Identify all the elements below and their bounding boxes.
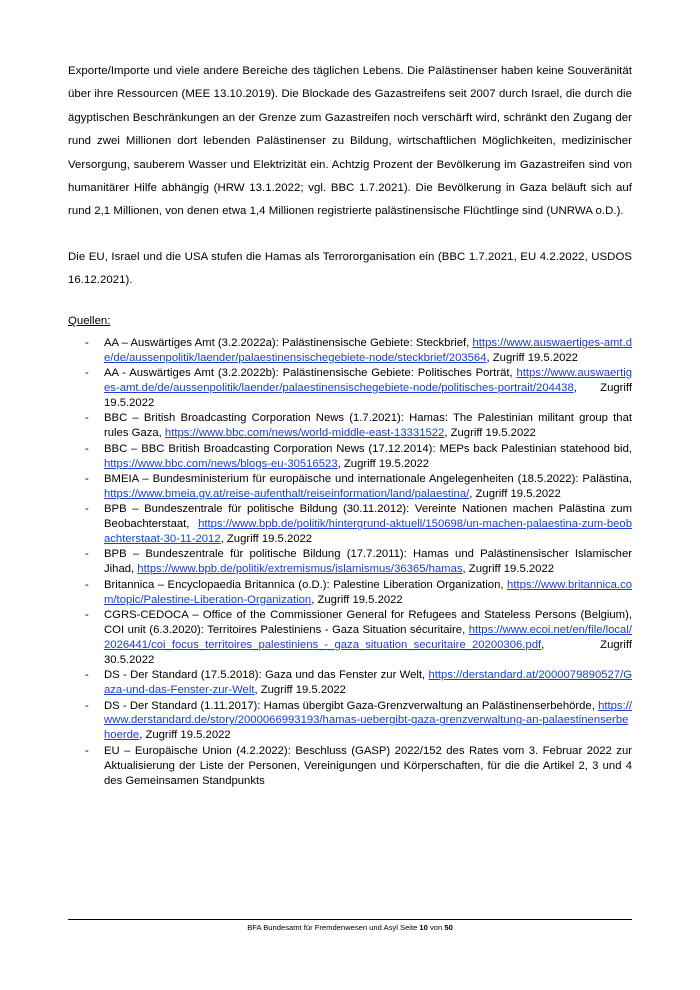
source-text: , Zugriff 19.5.2022 <box>486 351 578 364</box>
source-text: AA – Auswärtiges Amt (3.2.2022a): Palästinensische Gebiete: Steckbrief, <box>104 336 473 349</box>
list-bullet-dash: - <box>85 669 89 682</box>
source-text: , Zugriff 19.5.2022 <box>337 457 430 470</box>
sources-list <box>68 336 632 789</box>
source-text: EU – Europäische Union (4.2.2022): Beschluss (GASP) 2022/152 des Rates vom 3. Februar 2022 zur Aktualisierung der Liste der Personen, Vereinigungen und Körperschaften, für die die Artikel 2, 3 und 4 des Gemeinsamen Standpunkts <box>104 744 632 787</box>
paragraph-1: Exporte/Importe und viele andere Bereiche des täglichen Lebens. Die Palästinenser haben keine Souveränität über ihre Ressourcen (MEE 13.10.2019). Die Blockade des Gazastreifens seit 2007 durch Israel, die durch die ägyptischen Beschränkungen an der Grenze zum Gazastreifen noch verschärft wird, schränkt den Zugang der rund zwei Millionen dort lebenden Palästinenser zu Bildung, wirtschaftlichen Möglichkeiten, medizinischer Versorgung, sauberem Wasser und Elektrizität ein. Achtzig Prozent der Bevölkerung im Gazastreifen sind von humanitärer Hilfe abhängig (HRW 13.1.2022; vgl. BBC 1.7.2021). Die Bevölkerung in Gaza beläuft sich auf rund 2,1 Millionen, von denen etwa 1,4 Millionen registrierte palästinensische Flüchtlinge sind (UNRWA o.D.). <box>68 65 632 218</box>
source-text: BMEIA – Bundesministerium für europäische und internationale Angelegenheiten (18.5.2022): Palästina, <box>104 472 632 485</box>
source-link[interactable]: https://www.bbc.com/news/world-middle-east-13331522 <box>164 427 445 440</box>
source-link[interactable]: https://www.bmeia.gv.at/reise-aufenthalt/reiseinformation/land/palaestina/ <box>104 487 470 500</box>
source-text: BPB – Bundeszentrale für politische Bildung (30.11.2012): Vereinte Nationen machen Palästina zum Beobachterstaat, <box>104 503 632 531</box>
source-text: , Zugriff 30.5.2022 <box>104 638 632 666</box>
paragraph-2: Die EU, Israel und die USA stufen die Hamas als Terrororganisation ein (BBC 1.7.2021, EU 4.2.2022, USDOS 16.12.2021). <box>68 250 632 286</box>
source-link[interactable]: https://www.ecoi.net/en/file/local/2026441/coi_focus_territoires_palestiniens_-_gaza_situation_securitaire_20200306.pdf <box>104 623 632 651</box>
source-text: DS - Der Standard (17.5.2018): Gaza und das Fenster zur Welt, <box>104 669 429 682</box>
list-bullet-dash: - <box>85 548 89 561</box>
source-text: , Zugriff 19.5.2022 <box>220 533 313 546</box>
source-item <box>68 472 632 502</box>
source-link[interactable]: https://www.derstandard.de/story/2000066993193/hamas-uebergibt-gaza-grenzverwaltung-an-palaestinenserbehoerde <box>104 699 632 742</box>
source-item <box>68 366 632 411</box>
source-text: Britannica – Encyclopaedia Britannica (o.D.): Palestine Liberation Organization, <box>104 578 508 591</box>
footer-rule <box>68 919 632 920</box>
source-text: AA - Auswärtiges Amt (3.2.2022b): Palästinensische Gebiete: Politisches Porträt, <box>104 367 517 380</box>
list-bullet-dash: - <box>85 609 89 622</box>
source-text: BBC – British Broadcasting Corporation News (1.7.2021): Hamas: The Palestinian militant group that rules Gaza, <box>104 412 632 440</box>
source-link[interactable]: https://www.bpb.de/politik/extremismus/islamismus/36365/hamas <box>137 563 463 576</box>
list-bullet-dash: - <box>85 578 89 591</box>
footer-middle: von <box>427 923 445 932</box>
source-item <box>68 608 632 668</box>
source-link[interactable]: https://derstandard.at/2000079890527/Gaza-und-das-Fenster-zur-Welt <box>104 669 632 697</box>
source-link[interactable]: https://www.bbc.com/news/blogs-eu-30516523 <box>104 457 338 470</box>
sources-heading: Quellen: <box>68 315 111 328</box>
footer-page-number: 10 <box>419 923 428 932</box>
source-text: , Zugriff 19.5.2022 <box>311 593 403 606</box>
source-text: BPB – Bundeszentrale für politische Bildung (17.7.2011): Hamas und Palästinensischer Islamischer Jihad, <box>104 548 632 576</box>
source-item <box>68 502 632 547</box>
source-item <box>68 442 632 472</box>
paragraph-spacer <box>68 224 632 246</box>
source-text: , Zugriff 19.5.2022 <box>469 487 561 500</box>
source-item <box>68 411 632 441</box>
source-link[interactable]: https://www.auswaertiges-amt.de/de/aussenpolitik/laender/palaestinensischegebiete-node/steckbrief/203564 <box>104 336 632 364</box>
source-text: , Zugriff 19.5.2022 <box>139 729 231 742</box>
list-bullet-dash: - <box>85 744 89 757</box>
list-bullet-dash: - <box>85 336 89 349</box>
source-item <box>68 744 632 789</box>
source-item <box>68 578 632 608</box>
source-link[interactable]: https://www.britannica.com/topic/Palestine-Liberation-Organization <box>104 578 632 606</box>
footer-total-pages: 50 <box>444 923 453 932</box>
source-item <box>68 547 632 577</box>
source-link[interactable]: https://www.bpb.de/politik/hintergrund-aktuell/150698/un-machen-palaestina-zum-beobachterstaat-30-11-2012 <box>104 518 632 546</box>
source-text: , Zugriff 19.5.2022 <box>254 684 346 697</box>
source-item <box>68 336 632 366</box>
source-item <box>68 668 632 698</box>
source-text: BBC – BBC British Broadcasting Corporation News (17.12.2014): MEPs back Palestinian statehood bid, <box>104 442 632 455</box>
source-text: DS - Der Standard (1.11.2017): Hamas übergibt Gaza-Grenzverwaltung an Palästinenserbehörde, <box>104 699 599 712</box>
list-bullet-dash: - <box>85 442 89 455</box>
source-text: CGRS-CEDOCA – Office of the Commissioner General for Refugees and Stateless Persons (Belgium), COI unit (6.3.2020): Territoires Palestiniens - Gaza Situation sécuritaire, <box>104 609 632 636</box>
list-bullet-dash: - <box>85 367 89 380</box>
footer-prefix: BFA Bundesamt für Fremdenwesen und Asyl Seite <box>247 923 420 932</box>
source-item <box>68 699 632 744</box>
source-text: , Zugriff 19.5.2022 <box>462 563 555 576</box>
list-bullet-dash: - <box>85 503 89 516</box>
list-bullet-dash: - <box>85 699 89 712</box>
list-bullet-dash: - <box>85 412 89 425</box>
source-link[interactable]: https://www.auswaertiges-amt.de/de/aussenpolitik/laender/palaestinensischegebiete-node/politisches-portrait/204438 <box>104 367 632 394</box>
list-bullet-dash: - <box>85 472 89 485</box>
source-text: , Zugriff 19.5.2022 <box>104 381 632 409</box>
page-footer <box>0 919 700 932</box>
source-text: , Zugriff 19.5.2022 <box>444 427 536 440</box>
footer-text <box>0 923 700 932</box>
